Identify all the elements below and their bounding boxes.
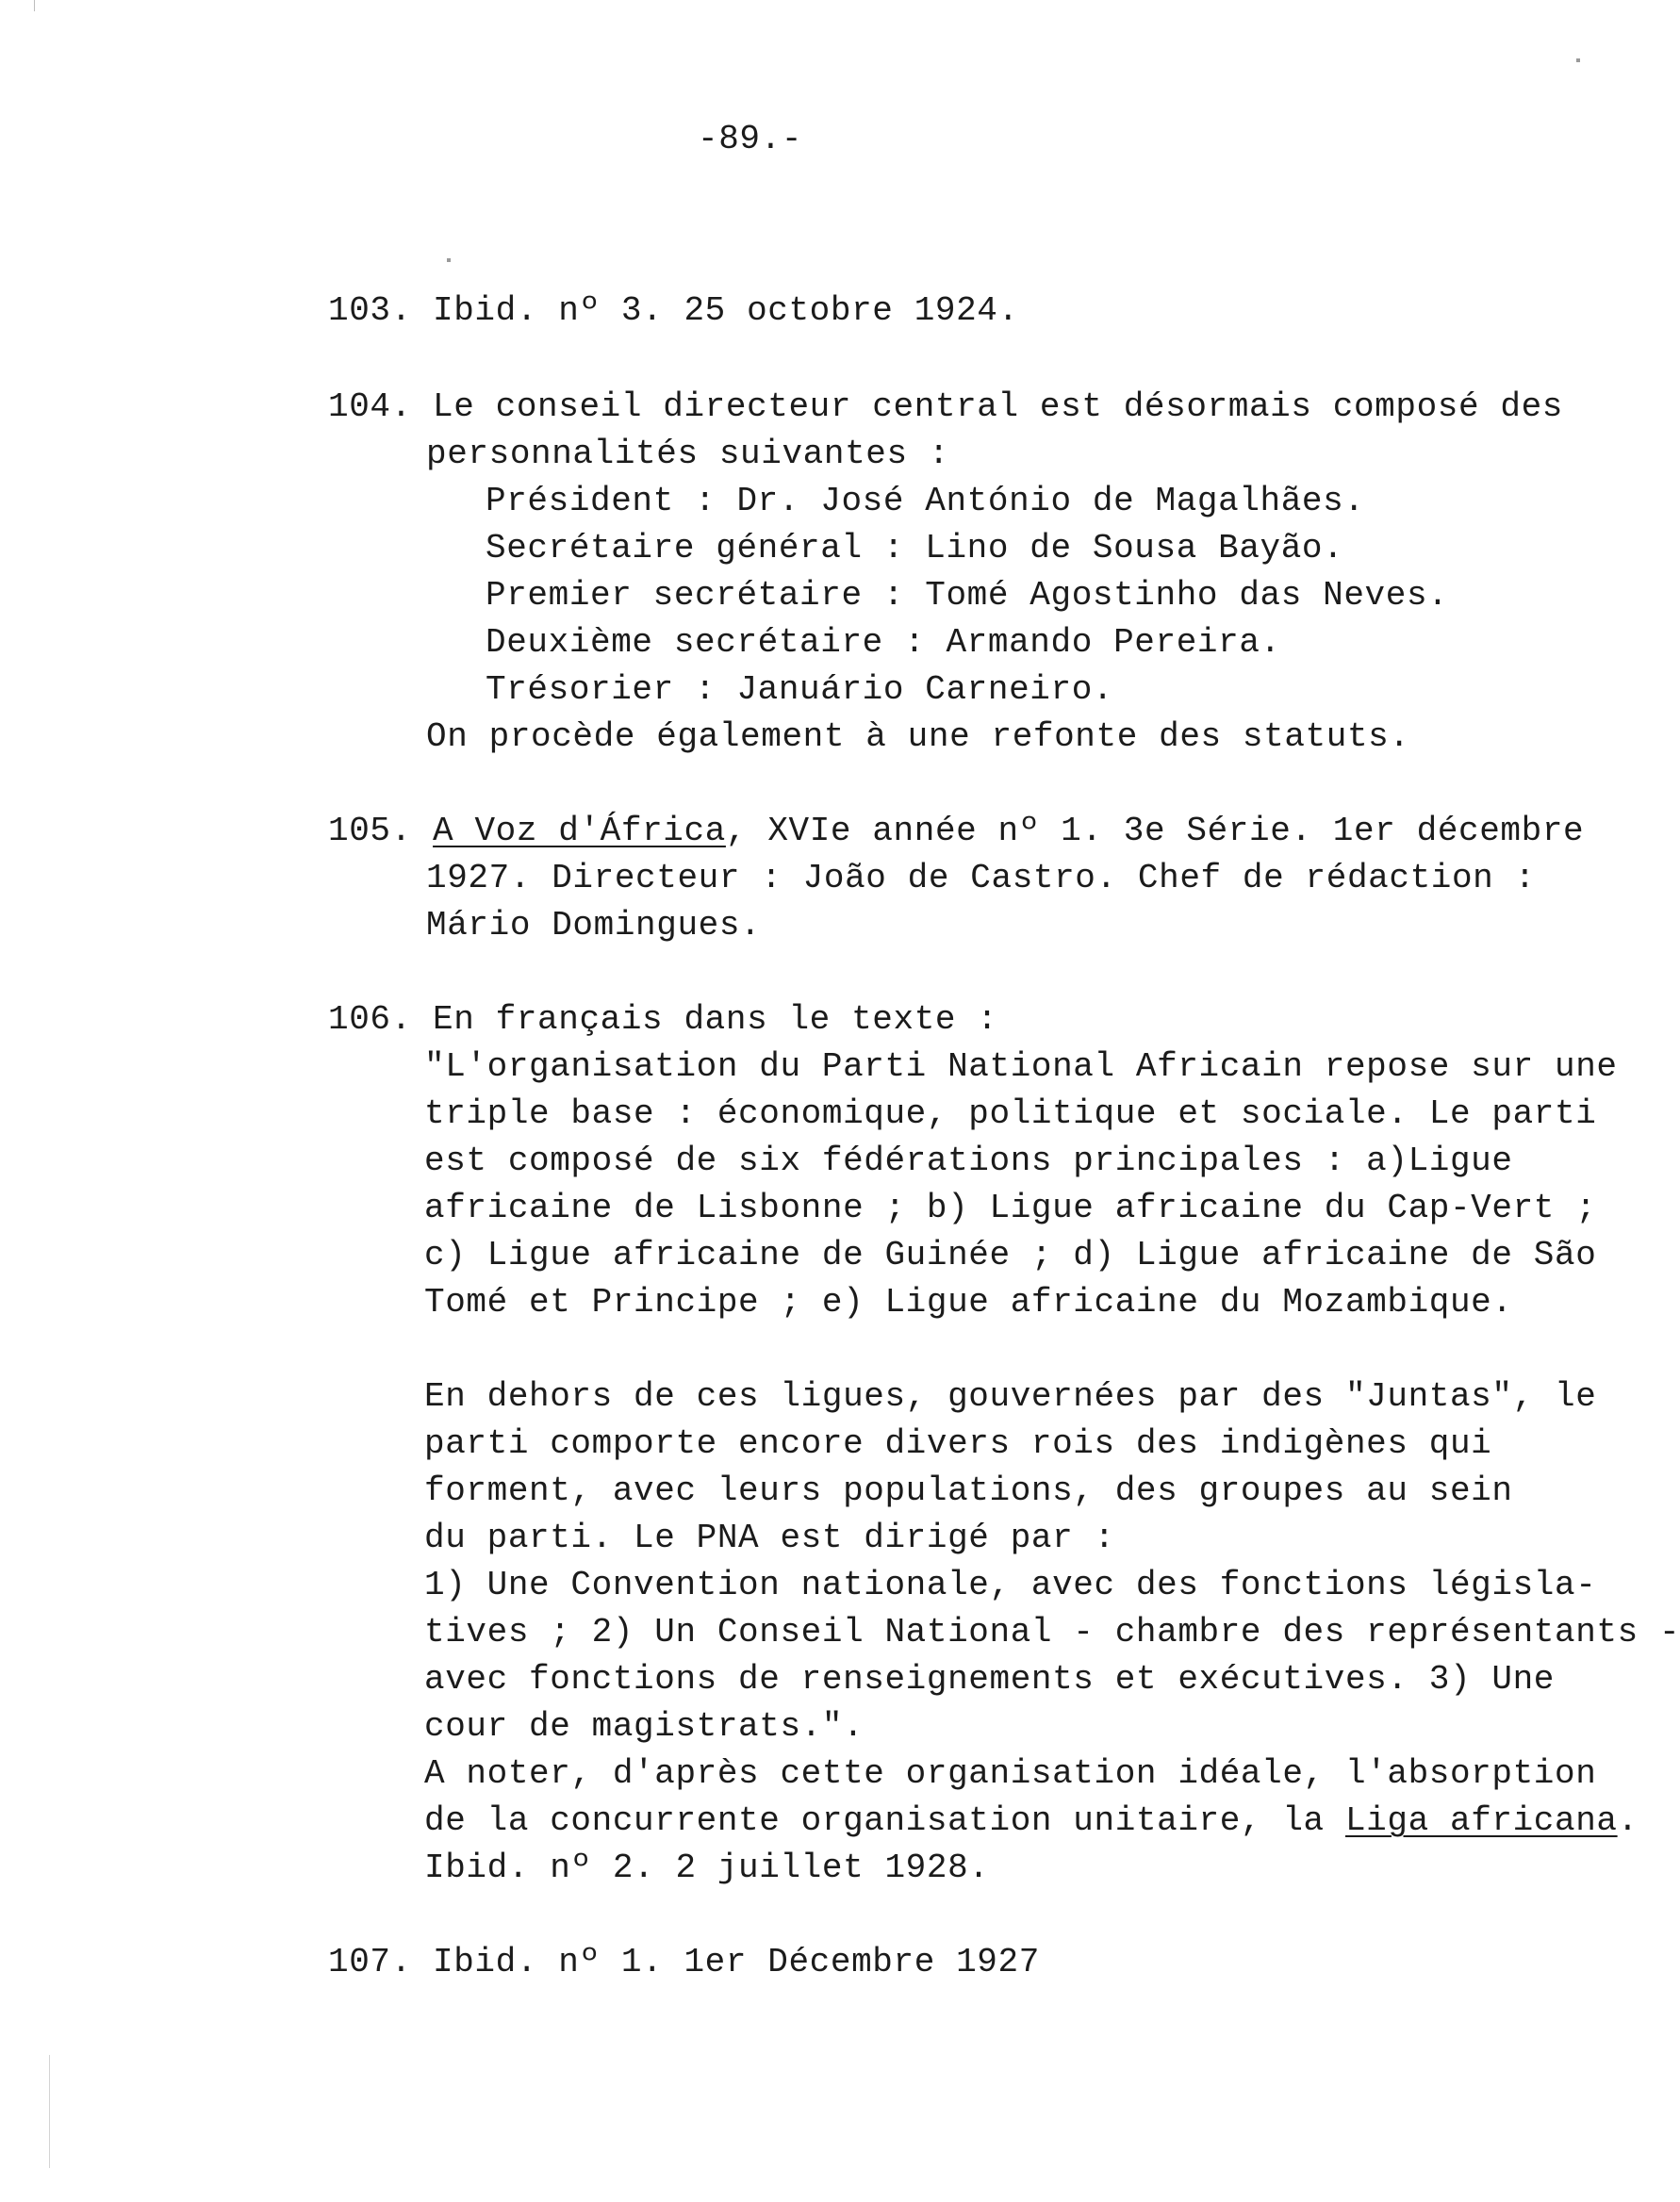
scan-speck [1576,58,1580,62]
note-105-line-2: 1927. Directeur : João de Castro. Chef de rédaction : [426,859,1536,897]
note-104-line-last: On procède également à une refonte des statuts. [426,717,1410,756]
note-106-para2-line-5: 1) Une Convention nationale, avec des fonctions législa- [424,1566,1597,1604]
note-105-line-3: Mário Domingues. [426,906,762,945]
note-105-line-1 [328,813,1584,850]
scan-edge-mark [34,0,35,11]
note-106-quote-line-5: c) Ligue africaine de Guinée ; d) Ligue africaine de São [424,1236,1597,1274]
scan-edge-mark [49,2055,50,2168]
note-105-number: 105. [328,812,412,850]
note-104-treasurer: Trésorier : Januário Carneiro. [486,670,1114,709]
note-103: 103. Ibid. nº 3. 25 octobre 1924. [328,291,1019,330]
scan-speck [447,258,451,262]
note-106-para2-line-4: du parti. Le PNA est dirigé par : [424,1519,1115,1557]
note-106-quote-line-6: Tomé et Principe ; e) Ligue africaine du Mozambique. [424,1283,1513,1322]
note-106-quote-line-4: africaine de Lisbonne ; b) Ligue africaine du Cap-Vert ; [424,1189,1597,1227]
note-107: 107. Ibid. nº 1. 1er Décembre 1927 [328,1943,1040,1981]
note-106-quote-line-3: est composé de six fédérations principales : a)Ligue [424,1142,1513,1180]
note-106-quote-line-1: "L'organisation du Parti National Africain repose sur une [424,1047,1618,1086]
note-106-line-1: 106. En français dans le texte : [328,1000,998,1039]
note-106-liga-prefix: de la concurrente organisation unitaire, la [424,1801,1345,1840]
note-106-ibid: Ibid. nº 2. 2 juillet 1928. [424,1849,990,1887]
note-106-liga-suffix: . [1617,1801,1639,1840]
note-106-para2-line-7: avec fonctions de renseignements et exécutives. 3) Une [424,1660,1555,1699]
note-106-quote-line-2: triple base : économique, politique et sociale. Le parti [424,1094,1597,1133]
note-104-first-secretary: Premier secrétaire : Tomé Agostinho das Neves. [486,576,1449,615]
note-106-para2-line-8: cour de magistrats.". [424,1707,865,1746]
note-106-para2-line-6: tives ; 2) Un Conseil National - chambre des représentants - [424,1613,1680,1652]
page-number: -89.- [698,120,803,158]
note-104-second-secretary: Deuxième secrétaire : Armando Pereira. [486,623,1281,662]
note-104-line-2: personnalités suivantes : [426,435,950,473]
note-104-president: Président : Dr. José António de Magalhães. [486,482,1365,520]
note-105-line-1-rest: , XVIe année nº 1. 3e Série. 1er décembre [725,812,1585,850]
note-106-para2-line-9: A noter, d'après cette organisation idéale, l'absorption [424,1754,1597,1793]
note-106-liga-line [424,1802,1639,1840]
note-106-para2-line-1: En dehors de ces ligues, gouvernées par des "Juntas", le [424,1377,1597,1416]
note-105-journal-title: A Voz d'África [433,812,726,850]
note-106-para2-line-3: forment, avec leurs populations, des groupes au sein [424,1471,1513,1510]
note-104-secretary-general: Secrétaire général : Lino de Sousa Bayão. [486,529,1344,567]
note-106-liga-title: Liga africana [1344,1801,1618,1840]
note-104-line-1: 104. Le conseil directeur central est désormais composé des [328,387,1564,426]
note-106-para2-line-2: parti comporte encore divers rois des indigènes qui [424,1424,1492,1463]
